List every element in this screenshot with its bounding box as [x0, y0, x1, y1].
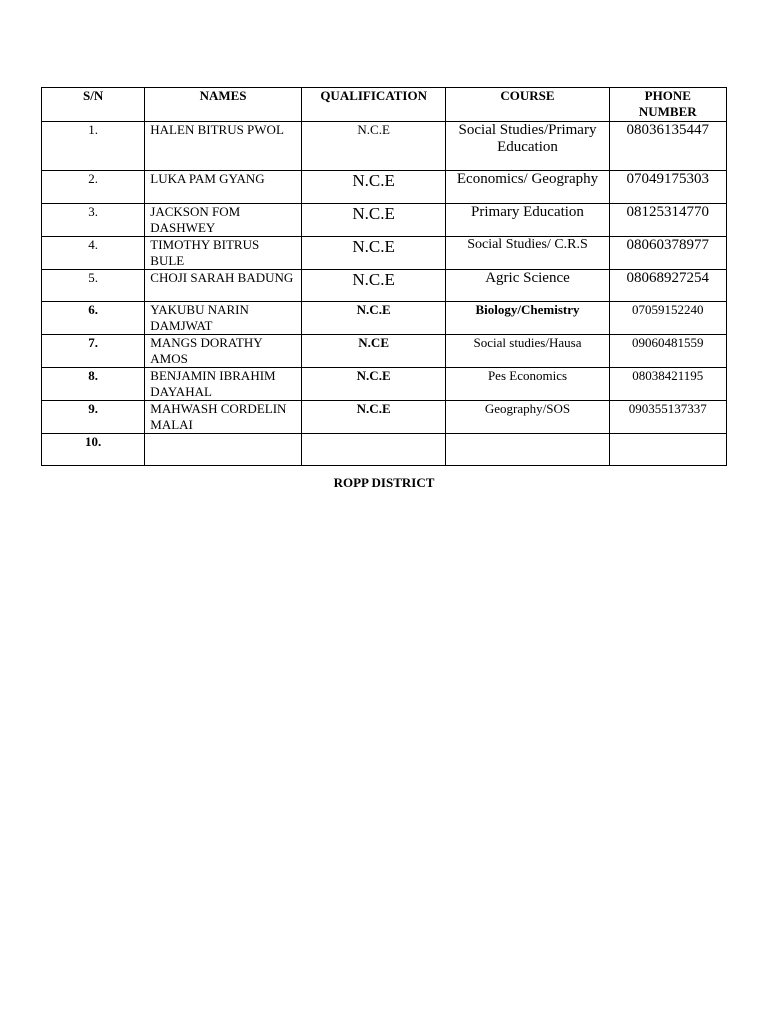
table-row	[42, 434, 727, 466]
cell-name: BENJAMIN IBRAHIM DAYAHAL	[145, 368, 302, 401]
cell-course: Agric Science	[446, 270, 609, 302]
cell-qualification: N.C.E	[301, 122, 446, 171]
cell-sn: 7.	[42, 335, 145, 368]
cell-sn: 2.	[42, 171, 145, 204]
cell-qualification: N.C.E	[301, 302, 446, 335]
cell-sn: 5.	[42, 270, 145, 302]
cell-course: Social studies/Hausa	[446, 335, 609, 368]
cell-qualification: N.C.E	[301, 368, 446, 401]
header-names: NAMES	[145, 88, 302, 122]
cell-course: Geography/SOS	[446, 401, 609, 434]
district-caption: ROPP DISTRICT	[333, 475, 435, 490]
cell-course: Social Studies/Primary Education	[446, 122, 609, 171]
cell-name: CHOJI SARAH BADUNG	[145, 270, 302, 302]
header-qualification: QUALIFICATION	[301, 88, 446, 122]
table-row	[42, 401, 727, 434]
table-row	[42, 171, 727, 204]
cell-course: Biology/Chemistry	[446, 302, 609, 335]
cell-name	[145, 434, 302, 466]
header-sn: S/N	[42, 88, 145, 122]
table-row	[42, 368, 727, 401]
cell-phone: 08036135447	[609, 122, 726, 171]
cell-sn: 10.	[42, 434, 145, 466]
cell-phone: 090355137337	[609, 401, 726, 434]
table-row	[42, 302, 727, 335]
cell-name: MAHWASH CORDELIN MALAI	[145, 401, 302, 434]
cell-phone: 08038421195	[609, 368, 726, 401]
cell-name: LUKA PAM GYANG	[145, 171, 302, 204]
cell-qualification: N.C.E	[301, 270, 446, 302]
cell-name: JACKSON FOM DASHWEY	[145, 204, 302, 237]
cell-course: Social Studies/ C.R.S	[446, 237, 609, 270]
cell-phone: 08125314770	[609, 204, 726, 237]
cell-name: MANGS DORATHY AMOS	[145, 335, 302, 368]
cell-qualification: N.C.E	[301, 204, 446, 237]
cell-sn: 6.	[42, 302, 145, 335]
table-row	[42, 122, 727, 171]
cell-sn: 3.	[42, 204, 145, 237]
staff-roster-table	[41, 87, 727, 466]
cell-phone: 09060481559	[609, 335, 726, 368]
table-row	[42, 204, 727, 237]
cell-name: HALEN BITRUS PWOL	[145, 122, 302, 171]
cell-phone: 08060378977	[609, 237, 726, 270]
cell-phone: 07059152240	[609, 302, 726, 335]
table-row	[42, 237, 727, 270]
table-row	[42, 270, 727, 302]
cell-sn: 4.	[42, 237, 145, 270]
cell-name: YAKUBU NARIN DAMJWAT	[145, 302, 302, 335]
cell-course: Primary Education	[446, 204, 609, 237]
cell-course: Pes Economics	[446, 368, 609, 401]
cell-phone: 07049175303	[609, 171, 726, 204]
table-header-row	[42, 88, 727, 122]
cell-sn: 9.	[42, 401, 145, 434]
cell-sn: 1.	[42, 122, 145, 171]
cell-phone: 08068927254	[609, 270, 726, 302]
cell-course: Economics/ Geography	[446, 171, 609, 204]
cell-name: TIMOTHY BITRUS BULE	[145, 237, 302, 270]
header-course: COURSE	[446, 88, 609, 122]
cell-qualification: N.C.E	[301, 401, 446, 434]
cell-qualification	[301, 434, 446, 466]
cell-qualification: N.C.E	[301, 237, 446, 270]
header-phone-number: PHONE NUMBER	[609, 88, 726, 122]
cell-qualification: N.CE	[301, 335, 446, 368]
cell-course	[446, 434, 609, 466]
table-row	[42, 335, 727, 368]
cell-phone	[609, 434, 726, 466]
cell-qualification: N.C.E	[301, 171, 446, 204]
cell-sn: 8.	[42, 368, 145, 401]
